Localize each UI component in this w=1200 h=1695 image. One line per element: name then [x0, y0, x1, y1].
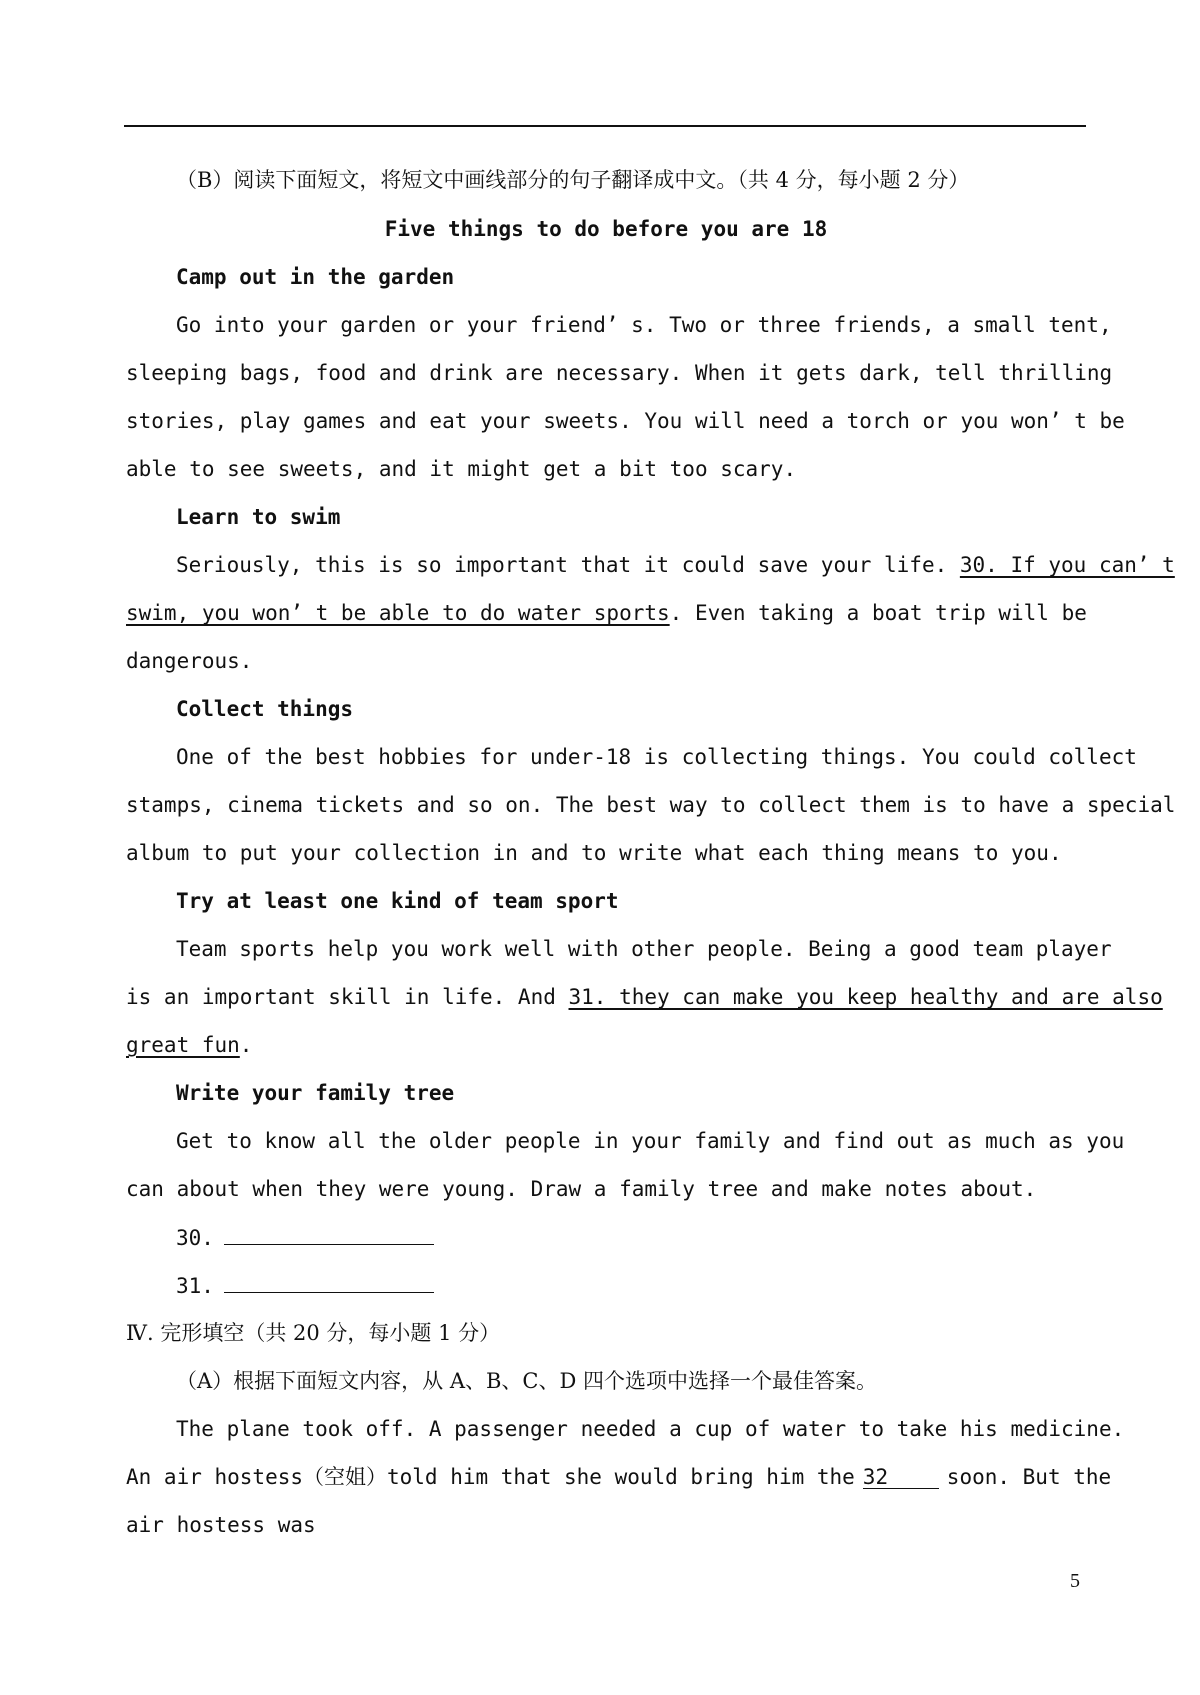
underlined-sentence-30: 30. If you can’ t	[959, 553, 1175, 577]
heading-team-sport: Try at least one kind of team sport	[176, 889, 619, 913]
paragraph-line	[126, 1030, 1086, 1060]
paragraph-line: stamps, cinema tickets and so on. The best way to collect them is to have a special	[126, 793, 1176, 817]
paragraph-line: One of the best hobbies for under-18 is collecting things. You could collect	[176, 745, 1137, 769]
paragraph-line: The plane took off. A passenger needed a cup of water to take his medicine.	[176, 1417, 1125, 1441]
passage-title: Five things to do before you are 18	[384, 217, 828, 241]
paragraph-line: Get to know all the older people in your family and find out as much as you	[176, 1129, 1125, 1153]
text-span: soon. But the	[946, 1465, 1112, 1489]
underlined-sentence-31: 31. they can make you keep healthy and are also	[568, 985, 1163, 1009]
paragraph-line: stories, play games and eat your sweets. You will need a torch or you won’ t be	[126, 409, 1125, 433]
paragraph-line: Team sports help you work well with other people. Being a good team player	[176, 937, 1112, 961]
paragraph-line: sleeping bags, food and drink are necessary. When it gets dark, tell thrilling	[126, 361, 1113, 385]
text-span: Seriously, this is so important that it could save your life.	[176, 553, 960, 577]
heading-camp-out: Camp out in the garden	[176, 265, 455, 289]
page-number: 5	[1070, 1570, 1080, 1592]
paragraph-line: Go into your garden or your friend’ s. Two or three friends, a small tent,	[176, 313, 1112, 337]
section-b-instruction: （B）阅读下面短文，将短文中画线部分的句子翻译成中文。（共 4 分，每小题 2 分）	[176, 168, 970, 192]
text-span: An air hostess（空姐）told him that she would bring him the	[126, 1465, 855, 1489]
paragraph-line	[126, 598, 1086, 628]
paragraph-line	[126, 982, 1163, 1012]
answer-number: 30.	[176, 1226, 214, 1250]
top-rule	[124, 125, 1086, 127]
section-iv-heading: Ⅳ. 完形填空（共 20 分，每小题 1 分）	[126, 1321, 501, 1345]
paragraph-line: able to see sweets, and it might get a bit too scary.	[126, 457, 797, 481]
paragraph-line	[176, 550, 1175, 580]
paragraph-line: album to put your collection in and to write what each thing means to you.	[126, 841, 1062, 865]
heading-learn-to-swim: Learn to swim	[176, 505, 341, 529]
answer-blank-31[interactable]	[224, 1270, 434, 1293]
paragraph-line: air hostess was	[126, 1513, 316, 1537]
underlined-sentence-30-cont: swim, you won’ t be able to do water sports	[126, 601, 670, 625]
answer-31	[176, 1270, 1086, 1300]
paragraph-line: can about when they were young. Draw a family tree and make notes about.	[126, 1177, 1037, 1201]
answer-number: 31.	[176, 1274, 214, 1298]
paragraph-line: dangerous.	[126, 649, 253, 673]
heading-family-tree: Write your family tree	[176, 1081, 455, 1105]
answer-30	[176, 1222, 1086, 1252]
answer-blank-30[interactable]	[224, 1222, 434, 1245]
paragraph-line	[126, 1462, 1112, 1492]
underlined-sentence-31-cont: great fun	[126, 1033, 240, 1057]
text-span: . Even taking a boat trip will be	[669, 601, 1087, 625]
text-span: is an important skill in life. And	[126, 985, 569, 1009]
blank-32[interactable]: 32	[863, 1466, 939, 1489]
heading-collect-things: Collect things	[176, 697, 354, 721]
section-iv-instruction: （A）根据下面短文内容，从 A、B、C、D 四个选项中选择一个最佳答案。	[176, 1369, 878, 1393]
text-span: .	[239, 1033, 253, 1057]
